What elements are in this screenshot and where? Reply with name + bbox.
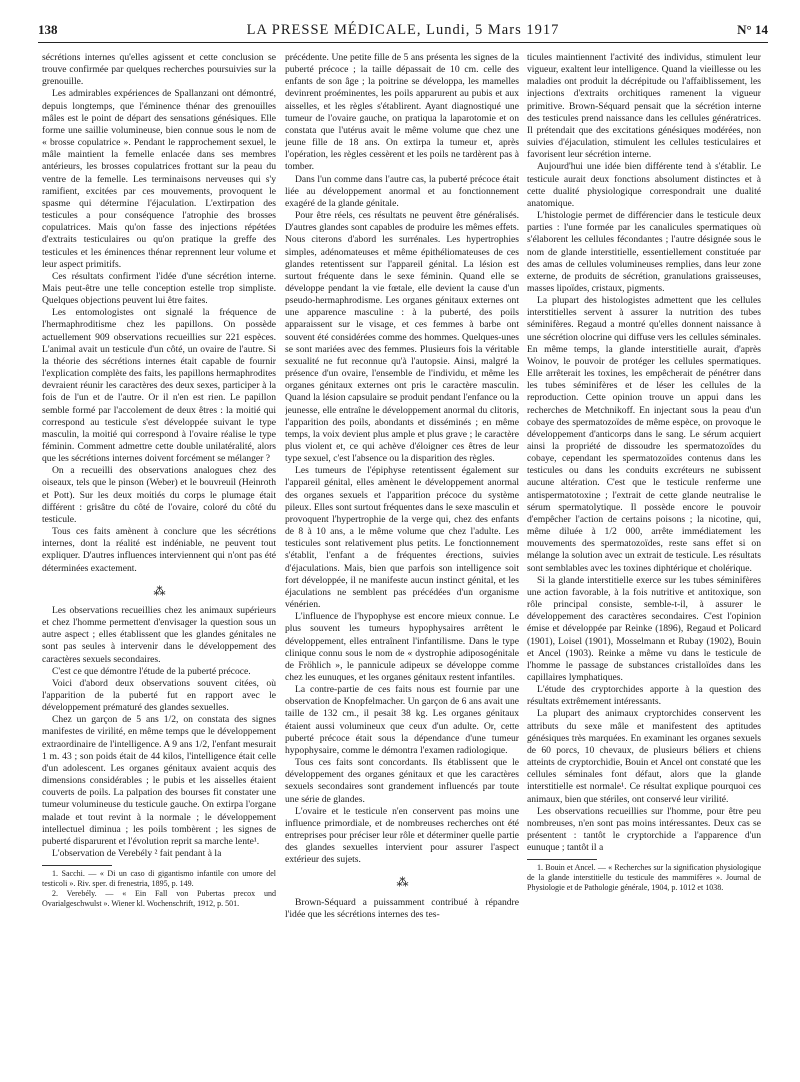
paragraph: Les tumeurs de l'épiphyse retentissent également sur l'appareil génital, elles amènent le développement anormal des organes sexuels et l'apparition précoce du système pileux. Elles sont surtout fréquentes dans le sexe masculin et provoquent l'hypertrophie de la verge qui, chez des enfants de 8 à 10 ans, a le même volume que chez l'adulte. Les testicules sont relativement plus petits. Le fonctionnement s'établit, l'enfant a de fréquentes érections, suivies d'éjaculations. Mais, bien que parfois son intelligence soit fort développée, il ne manifeste aucun instinct génital, et les éjaculations ne semblent pas précédées d'un organisme vénérien. xyxy=(285,465,519,611)
column-1 xyxy=(42,52,276,1076)
paragraph: La plupart des animaux cryptorchides conservent les attributs du sexe mâle et manifestent des aptitudes génésiques très marquées. En examinant les organes sexuels de 60 porcs, 10 chevaux, de plusieurs béliers et chiens atteints de cryptorchidie, Bouin et Ancel ont constaté que les cellules séminales font défaut, alors que la glande interstitielle est normale¹. Ce résultat explique pourquoi ces animaux, bien que stériles, ont conservé leur virilité. xyxy=(527,708,761,805)
paragraph: Voici d'abord deux observations souvent citées, où l'apparition de la puberté fut en rapport avec le développement prématuré des glandes sexuelles. xyxy=(42,677,276,714)
paragraph: sécrétions internes qu'elles agissent et cette conclusion se trouve confirmée par quelques recherches poursuivies sur la grenouille. xyxy=(42,52,276,88)
paragraph: On a recueilli des observations analogues chez des oiseaux, tels que le pinson (Weber) et le bouvreuil (Heinroth et Pott). Sur les deux moitiés du corps le plumage était différent : grisâtre du côté de l'ovaire, coloré du côté du testicule. xyxy=(42,465,276,525)
footnote: 2. Verebély. — « Ein Fall von Pubertas precox und Ovarialgeschwulst ». Wiener kl. Wochenschrift, 1912, p. 501. xyxy=(42,889,276,909)
paragraph: Tous ces faits sont concordants. Ils établissent que le développement des organes génitaux et que les caractères sexuels secondaires sont grandement influencés par toute une série de glandes. xyxy=(285,757,519,805)
issue-number: N° 14 xyxy=(737,22,768,37)
paragraph: Si la glande interstitielle exerce sur les tubes séminifères une action favorable, à la fois nutritive et antitoxique, son rôle principal consiste, semble-t-il, à assurer le développement des caractères secondaires. C'est l'opinion émise et développée par Reinke (1896), Regaud et Policard (1901), Loisel (1901), Mosselmann et Rubay (1902), Bouin et Ancel (1903). Reinke a même vu dans le testicule de l'homme le passage de substances cristalloïdes dans les capillaires lymphatiques. xyxy=(527,574,761,683)
paragraph: L'observation de Verebély ² fait pendant à la xyxy=(52,848,222,859)
column-2 xyxy=(285,52,519,1076)
footnote: 1. Sacchi. — « Di un caso di gigantismo infantile con umore del testicoli ». Riv. sper. di frenestria, 1895, p. 149. xyxy=(42,869,276,889)
footnote-rule xyxy=(527,859,597,860)
header-rule xyxy=(38,42,768,43)
paragraph: L'ovaire et le testicule n'en conservent pas moins une influence primordiale, et de nombreuses recherches ont été entreprises pour préciser leur rôle et déterminer quelle partie des glandes sexuelles intervient pour assurer l'aspect extérieur des sujets. xyxy=(285,805,519,866)
paragraph: Dans l'un comme dans l'autre cas, la puberté précoce était liée au développement anormal et au fonctionnement exagéré de la glande génitale. xyxy=(285,173,519,209)
paragraph: Tous ces faits amènent à conclure que les sécrétions internes, dont la réalité est indéniable, ne peuvent tout expliquer. D'autres influences interviennent qui n'ont pas été déterminées exactement. xyxy=(42,526,276,574)
section-divider: ⁂ xyxy=(153,583,165,598)
issue-date: Lundi, 5 Mars 1917 xyxy=(426,22,560,38)
paragraph: Pour être réels, ces résultats ne peuvent être généralisés. D'autres glandes sont capables de produire les mêmes effets. Nous citerons d'abord les surrénales. Les hypertrophies simples, adénomateuses et même épithéliomateuses de ces glandes retentissent sur l'appareil génital. La lésion est surtout fréquente dans le sexe féminin. Quand elle se développe pendant la vie fœtale, elle devient la cause d'un pseudo-hermaphrodisme. Les organes génitaux externes ont une apparence masculine : à la puberté, des poils apparaissent sur le visage, et ces femmes à barbe ont souvent été considérées comme des hommes. Quelques-unes se sont mariées avec des femmes. Plusieurs fois la véritable sexualité ne fut reconnue qu'à l'autopsie. Ainsi, malgré la présence d'un ovaire, l'ensemble de l'individu, et même les organes génitaux externes ont pris le caractère masculin. Quand la lésion capsulaire se produit pendant l'enfance ou la jeunesse, elle entraîne le développement anormal du clitoris, l'apparition des poils, abondants et disséminés ; en même temps, la voix devient plus ample et plus grave ; le caractère plus violent et, ce qui achève d'éloigner ces êtres de leur type sexuel, c'est l'absence ou la disparition des règles. xyxy=(285,210,519,465)
paragraph: Chez un garçon de 5 ans 1/2, on constata des signes manifestes de virilité, en même temps que le développement extraordinaire de l'intelligence. A 9 ans 1/2, l'enfant mesurait 1 m. 43 ; son poids était de 44 kilos, l'intelligence était celle d'un adolescent. Les organes génitaux avaient acquis des dimensions considérables ; le pubis et les aisselles étaient couverts de poils. La palpation des bourses fit constater une tumeur volumineuse du testicule gauche. On extirpa l'organe malade et tout revint à la normale ; le développement intellectuel diminua ; les poils tombèrent ; les signes de puberté disparurent et l'évolution reprit sa marche lente¹. xyxy=(42,714,276,847)
section-divider: ⁂ xyxy=(396,875,408,890)
page-header xyxy=(38,22,768,44)
footnote-rule xyxy=(42,865,112,866)
paragraph: L'histologie permet de différencier dans le testicule deux parties : l'une formée par les canalicules spermatiques où s'élaborent les cellules fécondantes ; l'autre désignée sous le nom de glande interstitielle, essentiellement constituée par des amas de cellules volumineuses remplies, dans leur zone externe, de produits de sécrétion, granulations graisseuses, masses lipoïdes, cristaux, pigments. xyxy=(527,210,761,294)
page-number: 138 xyxy=(38,22,58,37)
paragraph: Ces résultats confirment l'idée d'une sécrétion interne. Mais peut-être une telle conception estelle trop simpliste. Quelques objections peuvent lui être faites. xyxy=(42,270,276,307)
paragraph: Les entomologistes ont signalé la fréquence de l'hermaphroditisme chez les papillons. On possède actuellement 909 observations recueillies sur 221 espèces. L'animal avait un testicule d'un côté, un ovaire de l'autre. Si la théorie des sécrétions internes était capable de fournir l'explication complète des faits, les papillons hermaphrodites devraient réunir les caractères des deux sexes, participer à la fois de l'un et de l'autre. Or il n'en est rien. Le papillon semble formé par l'accolement de deux êtres : la moitié qui correspond au testicule s'est développée suivant le type masculin, la moitié qui correspond à l'ovaire réalise le type féminin. Comment admettre cette double unilatéralité, alors que les sécrétions internes doivent forcément se mélanger ? xyxy=(42,307,276,465)
paragraph: Les observations recueillies sur l'homme, pour être peu nombreuses, n'en sont pas moins intéressantes. Deux cas se présentent : tantôt le cryptorchide a l'apparence d'un eunuque ; tantôt il a xyxy=(527,805,761,854)
paragraph: Les observations recueillies chez les animaux supérieurs et chez l'homme permettent d'envisager la question sous un autre aspect ; elles établissent que les glandes génitales ne sont pas seules à intervenir dans le développement des caractères sexuels secondaires. xyxy=(42,604,276,665)
paragraph: Brown-Séquard a puissamment contribué à répandre l'idée que les sécrétions internes des tes- xyxy=(285,896,519,920)
paragraph: C'est ce que démontre l'étude de la puberté précoce. xyxy=(52,665,251,677)
paragraph: La plupart des histologistes admettent que les cellules interstitielles servent à assurer la nutrition des tubes séminifères. Regaud a montré qu'elles donnent naissance à une sécrétion olocrine qui diffuse vers les cellules séminales. En même temps, la glande interstitielle aurait, d'après Woinov, le pouvoir de protéger les cellules spermatiques. Elle arrêterait les toxines, les empêcherait de pénétrer dans les tubes séminifères et de léser les cellules de la reproduction. Cette opinion trouve un appui dans les recherches de Metchnikoff. En injectant sous la peau d'un cobaye des spermatozoïdes de même espèce, on provoque le développement d'anticorps dans le sang. Le sérum acquiert ainsi la propriété de dissoudre les spermatozoïdes du cobaye, cependant les spermatozoïdes contenus dans les testicules ou dans les conduits excréteurs ne subissent aucune altération. C'est que le testicule renferme une antispermatotoxine ; l'extrait de cette glande neutralise le sérum spermatolytique. Il possède encore le pouvoir d'empêcher l'action de certains poisons ; la nicotine, qui, même diluée à 1/2 000, arrête immédiatement les mouvements des spermatozoïdes, reste sans effet si on mélange la solution avec un extrait de testicule. Les résultats sont semblables avec les toxines diphtérique et cholérique. xyxy=(527,295,761,574)
footnote: 1. Bouin et Ancel. — « Recherches sur la signification physiologique de la glande interstitielle du testicule des mammifères ». Journal de Physiologie et de Pathologie générale, 1904, p. 1012 et 1038. xyxy=(527,863,761,893)
paragraph: Aujourd'hui une idée bien différente tend à s'établir. Le testicule aurait deux fonctions absolument distinctes et à cette dualité physiologique correspondrait une dualité anatomique. xyxy=(527,161,761,209)
paragraph: précédente. Une petite fille de 5 ans présenta les signes de la puberté précoce ; la taille dépassait de 10 cm. celle des enfants de son âge ; la poitrine se développa, les mamelles devinrent proéminentes, les poils apparurent au pubis et aux aisselles, et les règles s'établirent. Ayant diagnostiqué une tumeur de l'ovaire gauche, on pratiqua la laparotomie et on constata que l'utérus avait le même volume que chez une jeune fille de 18 ans. On extirpa la tumeur et, après l'opération, les règles cessèrent et les poils ne tardèrent pas à tomber. xyxy=(285,52,519,173)
column-3 xyxy=(527,52,761,1076)
paragraph: L'étude des cryptorchides apporte à la question des résultats extrêmement intéressants. xyxy=(527,684,761,708)
paragraph: ticules maintiennent l'activité des individus, stimulent leur vigueur, exaltent leur intelligence. Quand la vieillesse ou les maladies ont produit la décrépitude ou l'affaiblissement, les injections d'extraits orchitiques ramenent la vigueur primitive. Brown-Séquard pensait que la sécrétion interne des testicules prend naissance dans les cellules génératrices. Il prétendait que des excitations génésiques modérées, non suivies d'éjaculation, stimulent les cellules testiculaires et favorisent leur sécrétion interne. xyxy=(527,52,761,161)
paragraph: L'influence de l'hypophyse est encore mieux connue. Le plus souvent les tumeurs hypophysaires arrêtent le développement, elles entraînent l'infantilisme. Dans le type clinique connu sous le nom de « dystrophie adiposogénitale de Fröhlich », le pannicule adipeux se développe comme chez les eunuques, et les organes génitaux restent infantiles. xyxy=(285,611,519,683)
paragraph: Les admirables expériences de Spallanzani ont démontré, depuis longtemps, que l'éminence thénar des grenouilles mâles est le point de départ des sensations génésiques. Elle forme une saillie volumineuse, bien connue sous le nom de « brosse copulatrice ». Pendant le rapprochement sexuel, le mâle maintient la femelle enlacée dans ses membres antérieurs, les brosses copulatrices frottant sur la peau du ventre de la femelle. Les terminaisons nerveuses qui s'y ramifient, excitées par ces mouvements, provoquent le spasme qui détermine l'éjaculation. L'extirpation des testicules a pour conséquence l'atrophie des brosses copulatrices. Mais qu'on fasse des injections répétées d'extraits testiculaires ou qu'on pratique la greffe des testicules et les éminences thénar reprennent leur volume et leur aspect primitifs. xyxy=(42,88,276,270)
journal-title: LA PRESSE MÉDICALE xyxy=(246,22,417,38)
paragraph: La contre-partie de ces faits nous est fournie par une observation de Knopfelmacher. Un garçon de 6 ans avait une taille de 132 cm., il pesait 38 kg. Les organes génitaux étaient aussi volumineux que ceux d'un adulte. Or, cette puberté précoce était sous la dépendance d'une tumeur hypophysaire, comme le démontra l'examen radiologique. xyxy=(285,684,519,756)
masthead: LA PRESSE MÉDICALE, Lundi, 5 Mars 1917 xyxy=(246,22,560,38)
